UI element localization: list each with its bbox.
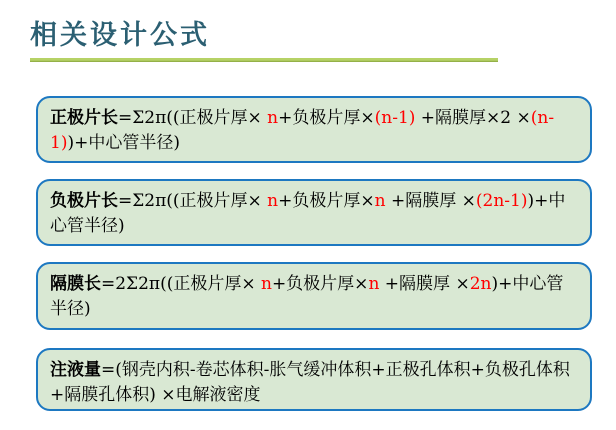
formula-variable: (n-1) xyxy=(374,108,416,128)
formula-text: )+中心管半径) xyxy=(50,191,566,236)
formula-variable: n xyxy=(368,274,380,294)
formula-variable: (2n-1) xyxy=(475,191,528,211)
formula-variable: 2n xyxy=(469,274,492,294)
page-title: 相关设计公式 xyxy=(30,20,210,51)
formula-box-electrolyte-amount xyxy=(36,348,592,411)
formula-label: 正极片长 xyxy=(50,108,118,128)
title-underline xyxy=(30,58,498,62)
formula-variable: (n-1) xyxy=(50,108,555,153)
formula-text: +隔膜厚 × xyxy=(385,191,476,211)
formula-variable: n xyxy=(267,108,279,128)
formula-label: 隔膜长 xyxy=(50,274,101,294)
formula-text: )+中心管半径) xyxy=(67,133,180,153)
formula-label: 注液量 xyxy=(50,360,101,380)
formula-text: +隔膜厚 × xyxy=(379,274,470,294)
formula-text: +负极片厚× xyxy=(278,191,375,211)
formula-text: =Σ2π((正极片厚× xyxy=(118,191,268,211)
formula-text: +负极片厚× xyxy=(278,108,375,128)
formula-text: )+中心管半径) xyxy=(50,274,564,319)
formula-variable: n xyxy=(260,274,272,294)
formula-box-separator-length xyxy=(36,262,592,330)
formula-box-negative-plate-length xyxy=(36,179,592,246)
formula-text: =Σ2π((正极片厚× xyxy=(118,108,268,128)
formula-variable: n xyxy=(267,191,279,211)
formula-text: =2Σ2π((正极片厚× xyxy=(101,274,261,294)
formula-box-positive-plate-length xyxy=(36,96,592,163)
formula-text: +负极片厚× xyxy=(271,274,369,294)
formula-label: 负极片长 xyxy=(50,191,118,211)
formula-variable: n xyxy=(374,191,386,211)
formula-text: =(钢壳内积-卷芯体积-胀气缓冲体积+正极孔体积+负极孔体积+隔膜孔体积) ×电解液密度 xyxy=(50,360,570,405)
formula-text: +隔膜厚×2 × xyxy=(415,108,531,128)
